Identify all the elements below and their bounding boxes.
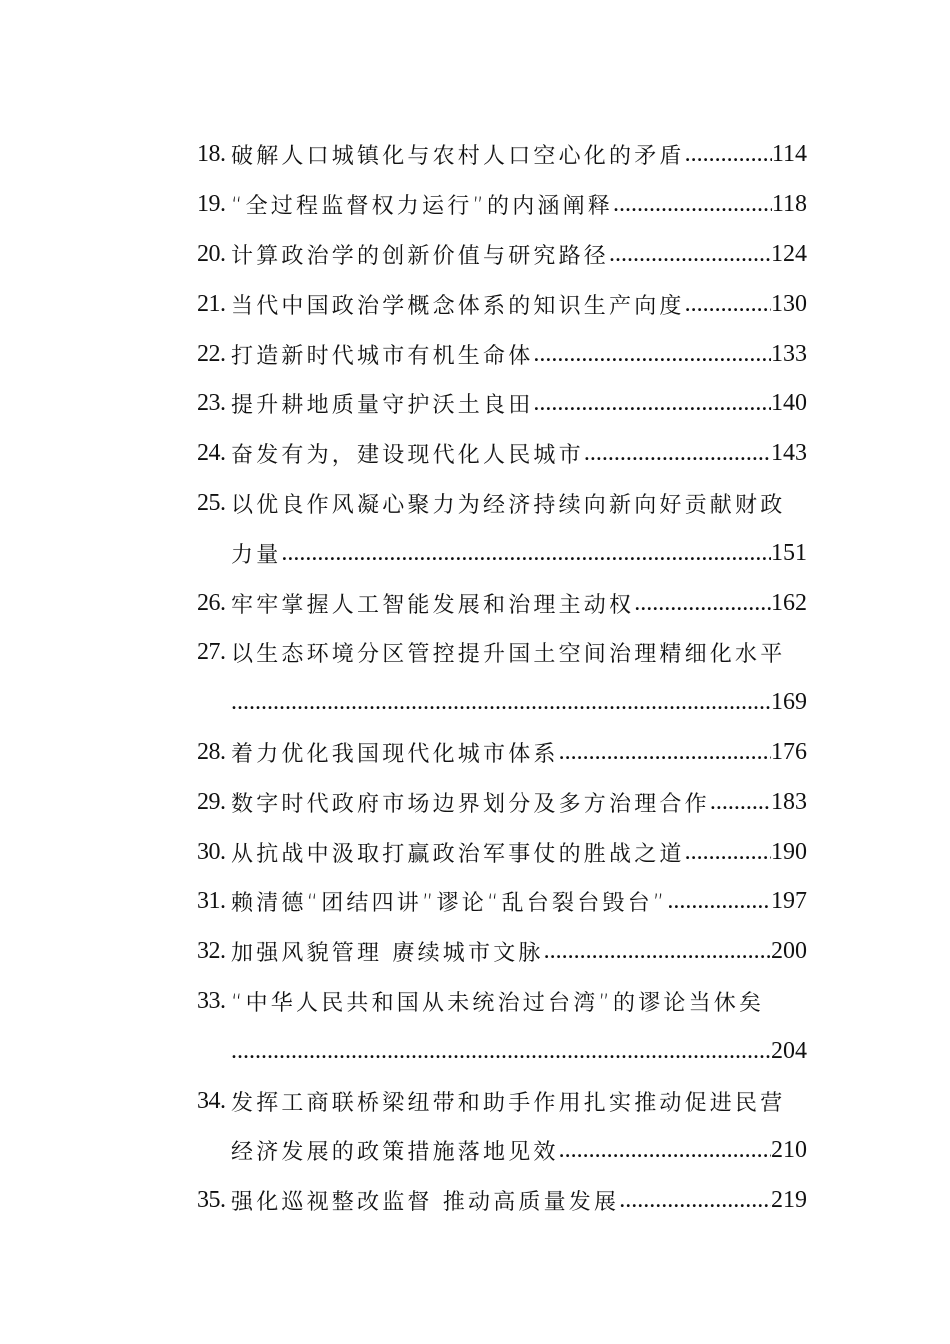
- entry-number: 32.: [197, 938, 226, 965]
- page-number: 151: [771, 539, 807, 566]
- entry-number: 29.: [197, 788, 226, 815]
- dot-leader: [559, 1137, 771, 1164]
- entry-title: “全过程监督权力运行”的内涵阐释: [231, 194, 613, 220]
- entry-title: 奋发有为，建设现代化人民城市: [231, 443, 584, 469]
- dot-leader: [685, 141, 772, 168]
- entry-title: 从抗战中汲取打赢政治军事仗的胜战之道: [231, 841, 685, 867]
- page-number: 200: [771, 938, 807, 965]
- toc-entry-continuation[interactable]: [197, 528, 807, 578]
- toc-entry-continuation[interactable]: [197, 678, 807, 728]
- entry-title: 赖清德“团结四讲”谬论“乱台裂台毁台”: [231, 891, 668, 917]
- entry-title: 数字时代政府市场边界划分及多方治理合作: [231, 791, 710, 817]
- entry-title: 发挥工商联桥梁纽带和助手作用扎实推动促进民营: [231, 1090, 786, 1116]
- dot-leader: [231, 1038, 771, 1065]
- toc-entry[interactable]: [197, 578, 807, 628]
- entry-number: 25.: [197, 489, 226, 516]
- page-number: 140: [771, 390, 807, 417]
- page-number: 143: [771, 440, 807, 467]
- toc-entry[interactable]: [197, 379, 807, 429]
- toc-entry[interactable]: [197, 827, 807, 877]
- entry-title: 强化巡视整改监督 推动高质量发展: [231, 1190, 620, 1216]
- entry-title-continued: 经济发展的政策措施落地见效: [231, 1140, 559, 1166]
- dot-leader: [281, 540, 771, 567]
- entry-title-continued: 力量: [231, 542, 282, 568]
- page-number: 176: [771, 738, 807, 765]
- page-number: 210: [771, 1137, 807, 1164]
- dot-leader: [231, 689, 771, 716]
- entry-title: 提升耕地质量守护沃土良田: [231, 393, 534, 419]
- entry-title: 当代中国政治学概念体系的知识生产向度: [231, 293, 685, 319]
- entry-number: 19.: [197, 191, 226, 218]
- entry-title: 以优良作风凝心聚力为经济持续向新向好贡献财政: [231, 492, 786, 518]
- dot-leader: [613, 191, 772, 218]
- page-number: 190: [771, 838, 807, 865]
- dot-leader: [533, 341, 771, 368]
- dot-leader: [667, 888, 771, 915]
- entry-title: 计算政治学的创新价值与研究路径: [231, 243, 610, 269]
- dot-leader: [619, 1187, 771, 1214]
- toc-entry[interactable]: [197, 977, 807, 1027]
- page-number: 197: [771, 888, 807, 915]
- dot-leader: [544, 938, 771, 965]
- entry-number: 35.: [197, 1187, 226, 1214]
- page-number: 124: [771, 240, 807, 267]
- toc-entry[interactable]: [197, 180, 807, 230]
- entry-number: 24.: [197, 440, 226, 467]
- entry-number: 27.: [197, 639, 226, 666]
- page-number: 162: [771, 589, 807, 616]
- dot-leader: [533, 390, 771, 417]
- entry-number: 21.: [197, 290, 226, 317]
- entry-title: 加强风貌管理 赓续城市文脉: [231, 941, 544, 967]
- toc-entry[interactable]: [197, 927, 807, 977]
- toc-entry[interactable]: [197, 777, 807, 827]
- page-number: 183: [771, 788, 807, 815]
- entry-number: 22.: [197, 340, 226, 367]
- dot-leader: [609, 241, 771, 268]
- toc-entry[interactable]: [197, 628, 807, 678]
- entry-number: 31.: [197, 888, 226, 915]
- entry-title: 破解人口城镇化与农村人口空心化的矛盾: [231, 144, 685, 170]
- page-number: 169: [771, 689, 807, 716]
- toc-entry-continuation[interactable]: [197, 1026, 807, 1076]
- dot-leader: [559, 739, 771, 766]
- page-number: 114: [771, 141, 807, 168]
- entry-number: 30.: [197, 838, 226, 865]
- toc-entry[interactable]: [197, 230, 807, 280]
- dot-leader: [710, 789, 771, 816]
- toc-entry[interactable]: [197, 429, 807, 479]
- dot-leader: [584, 440, 771, 467]
- dot-leader: [685, 291, 771, 318]
- toc-entry[interactable]: [197, 130, 807, 180]
- toc-entry[interactable]: [197, 479, 807, 529]
- toc-entry[interactable]: [197, 877, 807, 927]
- page-number: 204: [771, 1037, 807, 1064]
- entry-number: 26.: [197, 589, 226, 616]
- entry-number: 34.: [197, 1087, 226, 1114]
- dot-leader: [634, 590, 771, 617]
- table-of-contents: [197, 130, 807, 1226]
- page-number: 133: [771, 340, 807, 367]
- toc-entry[interactable]: [197, 329, 807, 379]
- entry-title: 打造新时代城市有机生命体: [231, 343, 534, 369]
- entry-title: 以生态环境分区管控提升国土空间治理精细化水平: [231, 642, 786, 668]
- entry-title: 牢牢掌握人工智能发展和治理主动权: [231, 592, 635, 618]
- toc-entry[interactable]: [197, 728, 807, 778]
- entry-number: 23.: [197, 390, 226, 417]
- dot-leader: [685, 839, 771, 866]
- toc-entry[interactable]: [197, 1076, 807, 1126]
- page-number: 219: [771, 1187, 807, 1214]
- toc-entry-continuation[interactable]: [197, 1126, 807, 1176]
- toc-entry[interactable]: [197, 1176, 807, 1226]
- entry-number: 20.: [197, 240, 226, 267]
- entry-number: 33.: [197, 987, 226, 1014]
- page-number: 118: [771, 191, 807, 218]
- toc-entry[interactable]: [197, 279, 807, 329]
- entry-title: 着力优化我国现代化城市体系: [231, 741, 559, 767]
- entry-title: “中华人民共和国从未统治过台湾”的谬论当休矣: [231, 990, 765, 1016]
- entry-number: 28.: [197, 738, 226, 765]
- entry-number: 18.: [197, 141, 226, 168]
- page-number: 130: [771, 290, 807, 317]
